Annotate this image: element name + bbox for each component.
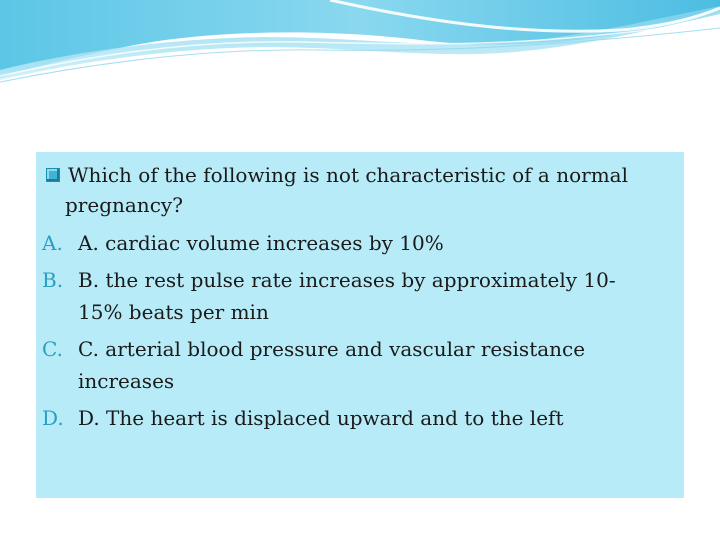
question-line-1 [46, 160, 666, 190]
question-text [46, 160, 666, 220]
question-line-2: pregnancy? [65, 193, 183, 217]
header-wave-decoration [0, 0, 720, 90]
option-letter: D. [42, 406, 64, 430]
option-letter: C. [42, 337, 63, 361]
answer-option-c [42, 333, 672, 397]
question-line-1-text: Which of the following is not characteristic of a normal [68, 163, 628, 187]
answer-options-list [42, 227, 672, 439]
option-letter: A. [42, 231, 63, 255]
question-card [36, 152, 684, 498]
option-text: C. arterial blood pressure and vascular resistance increases [78, 337, 586, 393]
option-text: B. the rest pulse rate increases by approximately 10-15% beats per min [78, 268, 616, 324]
checkbox-bullet-icon [46, 168, 60, 182]
answer-option-b [42, 264, 672, 328]
answer-option-d [42, 402, 672, 434]
option-letter: B. [42, 268, 64, 292]
option-text: A. cardiac volume increases by 10% [78, 231, 444, 255]
answer-option-a [42, 227, 672, 259]
option-text: D. The heart is displaced upward and to the left [78, 406, 564, 430]
